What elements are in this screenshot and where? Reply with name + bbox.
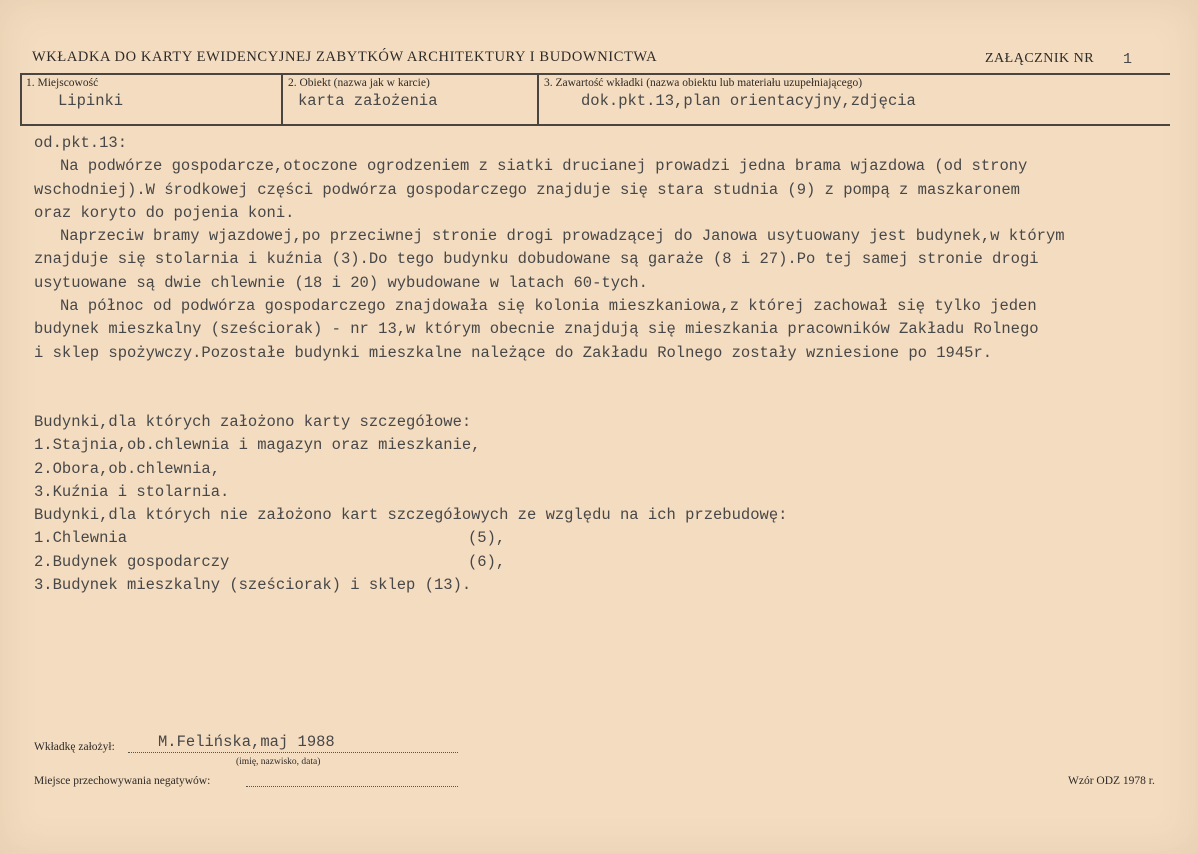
created-by-value: M.Felińska,maj 1988: [158, 733, 335, 751]
no-cards-heading: Budynki,dla których nie założono kart szczegółowych ze względu na ich przebudowę:: [34, 506, 788, 525]
no-cards-item: [34, 527, 1174, 550]
field-divider-3: [537, 73, 539, 125]
contents-label: 3. Zawartość wkładki (nazwa obiektu lub materiału uzupełniającego): [544, 77, 863, 89]
paragraph-2-line: Naprzeciw bramy wjazdowej,po przeciwnej stronie drogi prowadzącej do Janowa usytuowany jest budynek,w którym: [60, 227, 1065, 246]
paragraph-2-line: usytuowane są dwie chlewnie (18 i 20) wybudowane w latach 60-tych.: [34, 273, 648, 292]
negatives-storage-label: Miejsce przechowywania negatywów:: [34, 775, 211, 787]
no-cards-item-name: 2.Budynek gospodarczy: [34, 552, 230, 571]
contents-value: dok.pkt.13,plan orientacyjny,zdjęcia: [581, 92, 916, 110]
locality-label: 1. Miejscowość: [26, 77, 99, 89]
detailed-card-item: 3.Kuźnia i stolarnia.: [34, 482, 230, 501]
created-by-label: Wkładkę założył:: [34, 741, 115, 753]
locality-value: Lipinki: [58, 92, 124, 110]
detailed-card-item: 2.Obora,ob.chlewnia,: [34, 459, 221, 478]
no-cards-item-ref: (6),: [468, 552, 506, 571]
paragraph-3-line: Na północ od podwórza gospodarczego znajdowała się kolonia mieszkaniowa,z której zachował się tylko jeden: [60, 297, 1037, 316]
created-by-hint: (imię, nazwisko, data): [236, 757, 321, 767]
attachment-number: 1: [1123, 51, 1133, 68]
form-template-label: Wzór ODZ 1978 r.: [1068, 775, 1155, 787]
typed-description: [34, 132, 1174, 597]
paragraph-1-line: wschodniej).W środkowej części podwórza gospodarczego znajduje się stara studnia (9) z pompą z maszkaronem: [34, 180, 1020, 199]
attachment-label: ZAŁĄCZNIK NR: [985, 51, 1095, 66]
no-cards-item-ref: (5),: [468, 529, 506, 548]
header-top-rule: [20, 73, 1170, 75]
object-label: 2. Obiekt (nazwa jak w karcie): [288, 77, 430, 89]
object-value: karta założenia: [298, 92, 438, 110]
field-divider-1: [20, 73, 22, 125]
no-cards-item: [34, 551, 1174, 574]
section-heading: od.pkt.13:: [34, 134, 128, 152]
no-cards-item-ref: (13).: [424, 576, 472, 595]
created-by-dotted-line: [128, 752, 458, 753]
paragraph-3-line: budynek mieszkalny (sześciorak) - nr 13,w którym obecnie znajdują się mieszkania pracowników Zakładu Rolnego: [34, 320, 1039, 339]
spacer: [34, 365, 1174, 411]
header-bottom-rule: [20, 124, 1170, 126]
paragraph-1-line: oraz koryto do pojenia koni.: [34, 203, 295, 222]
form-title: WKŁADKA DO KARTY EWIDENCYJNEJ ZABYTKÓW ARCHITEKTURY I BUDOWNICTWA: [32, 49, 658, 65]
no-cards-item-name: 3.Budynek mieszkalny (sześciorak) i sklep: [34, 576, 416, 595]
negatives-storage-dotted-line: [246, 786, 458, 787]
paragraph-1-line: Na podwórze gospodarcze,otoczone ogrodzeniem z siatki drucianej prowadzi jedna brama wjazdowa (od strony: [60, 157, 1028, 176]
no-cards-item-name: 1.Chlewnia: [34, 529, 128, 548]
no-cards-item: [34, 574, 1174, 597]
paragraph-3-line: i sklep spożywczy.Pozostałe budynki mieszkalne należące do Zakładu Rolnego zostały wzniesione po 1945r.: [34, 343, 993, 362]
detailed-card-item: 1.Stajnia,ob.chlewnia i magazyn oraz mieszkanie,: [34, 436, 481, 455]
paragraph-2-line: znajduje się stolarnia i kuźnia (3).Do tego budynku dobudowane są garaże (8 i 27).Po tej samej stronie drogi: [34, 250, 1039, 269]
detailed-cards-heading: Budynki,dla których założono karty szczegółowe:: [34, 412, 472, 431]
field-divider-2: [281, 73, 283, 125]
